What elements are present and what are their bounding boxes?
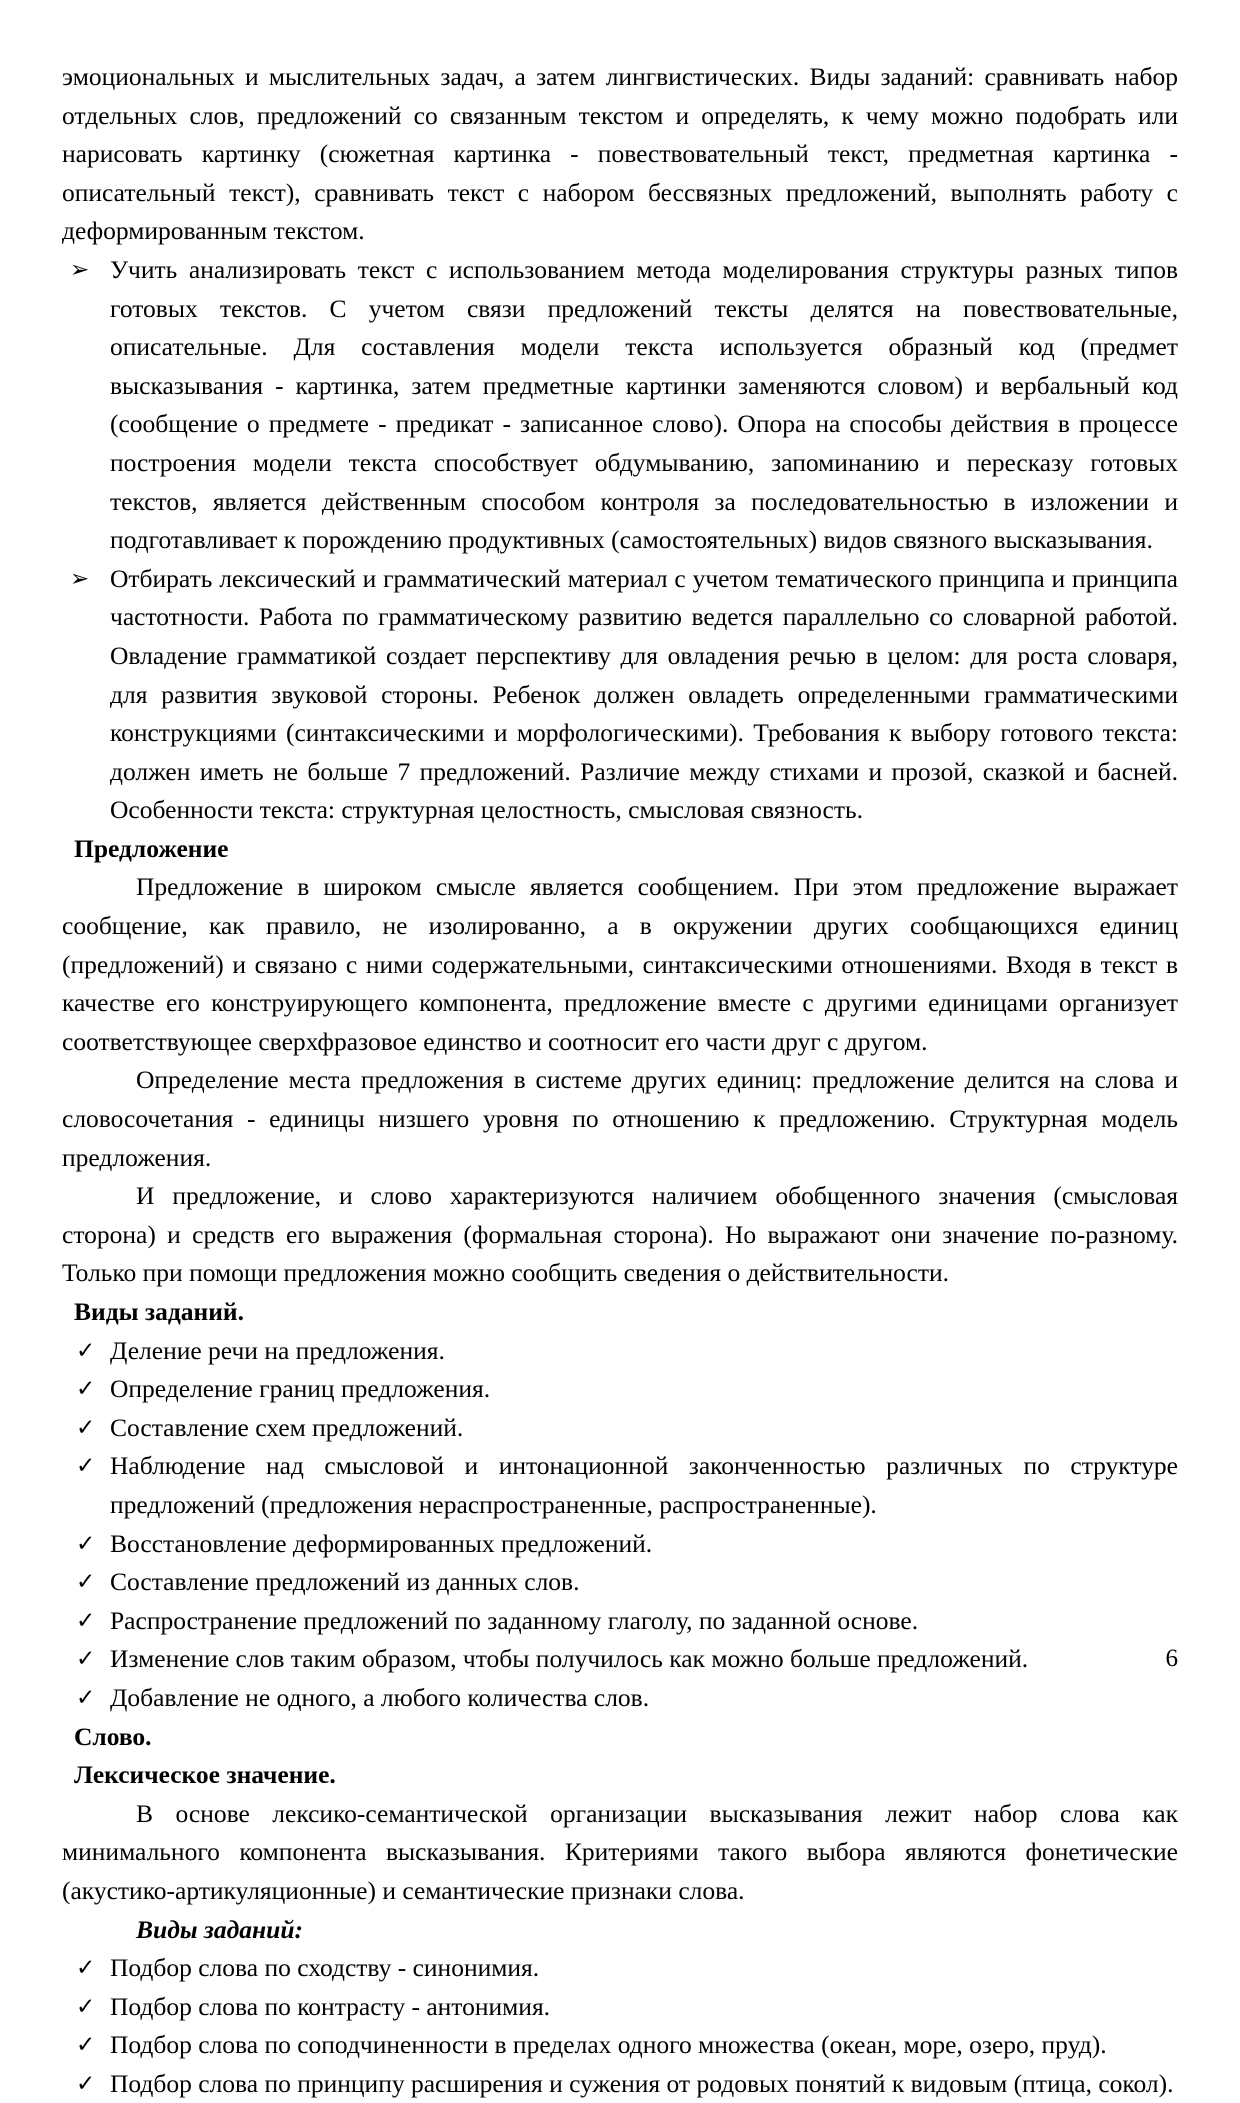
sentence-paragraph-3: И предложение, и слово характеризуются наличием обобщенного значения (смысловая сторона) и средств его выражения (формальная сторона). Но выражают они значение по-разному. Только при помощи предложения можно сообщить сведения о действительности. <box>62 1181 1178 1288</box>
list-item-text: Составление схем предложений. <box>110 1412 464 1442</box>
check-bullet-icon: ✓ <box>76 1376 96 1402</box>
list-item-text: Распространение предложений по заданному глаголу, по заданной основе. <box>110 1605 919 1635</box>
check-bullet-icon: ✓ <box>76 1414 96 1440</box>
section-heading-word: Слово. <box>74 1721 152 1751</box>
intro-paragraph: эмоциональных и мыслительных задач, а затем лингвистических. Виды заданий: сравнивать набор отдельных слов, предложений со связанным текстом и определять, к чему можно подобрать или нарисовать картинку (сюжетная картинка - повествовательный текст, предметная картинка - описательный текст), сравнивать текст с набором бессвязных предложений, выполнять работу с деформированным текстом. <box>62 62 1178 246</box>
section-heading-tasks-sentence: Виды заданий. <box>74 1297 244 1326</box>
check-bullet-icon: ✓ <box>76 1337 96 1363</box>
page-number: 6 <box>1165 1645 1178 1672</box>
check-bullet-icon: ✓ <box>76 1453 96 1479</box>
check-bullet-icon: ✓ <box>76 2070 96 2096</box>
list-item-text: Добавление не одного, а любого количества слов. <box>110 1682 650 1712</box>
list-item-text: Определение границ предложения. <box>110 1374 491 1404</box>
check-bullet-icon: ✓ <box>76 2032 96 2058</box>
list-item <box>62 1988 1178 2027</box>
list-item <box>62 2026 1178 2065</box>
section-heading-sentence: Предложение <box>74 833 229 863</box>
check-bullet-icon: ✓ <box>76 1646 96 1672</box>
subheading-tasks-word: Виды заданий: <box>136 1914 304 1944</box>
checkmark-list-word-tasks <box>62 1949 1178 2103</box>
check-bullet-icon: ✓ <box>76 1684 96 1710</box>
list-item-text: Подбор слова по контрасту - антонимия. <box>110 1991 551 2021</box>
list-item <box>62 1409 1178 1448</box>
check-bullet-icon: ✓ <box>76 1955 96 1981</box>
list-item <box>62 1525 1178 1564</box>
list-item <box>62 1640 1178 1679</box>
list-item <box>62 251 1178 560</box>
list-item-text: Составление предложений из данных слов. <box>110 1567 580 1597</box>
list-item-text: Подбор слова по соподчиненности в пределах одного множества (океан, море, озеро, пруд). <box>110 2030 1107 2060</box>
page-content <box>62 58 1178 2103</box>
check-bullet-icon: ✓ <box>76 1607 96 1633</box>
sentence-paragraph-2: Определение места предложения в системе других единиц: предложение делится на слова и словосочетания - единицы низшего уровня по отношению к предложению. Структурная модель предложения. <box>62 1065 1178 1172</box>
list-item-text: Наблюдение над смысловой и интонационной законченностью различных по структуре предложений (предложения нераспространенные, распространенные). <box>110 1451 1178 1519</box>
list-item <box>62 1447 1178 1524</box>
list-item-text: Изменение слов таким образом, чтобы получилось как можно больше предложений. <box>110 1644 1029 1674</box>
list-item-text: Подбор слова по сходству - синонимия. <box>110 1953 540 1983</box>
list-item-text: Учить анализировать текст с использованием метода моделирования структуры разных типов готовых текстов. С учетом связи предложений тексты делятся на повествовательные, описательные. Для составления модели текста используется образный код (предмет высказывания - картинка, затем предметные картинки заменяются словом) и вербальный код (сообщение о предмете - предикат - записанное слово). Опора на способы действия в процессе построения модели текста способствует обдумыванию, запоминанию и пересказу готовых текстов, является действенным способом контроля за последовательностью в изложении и подготавливает к порождению продуктивных (самостоятельных) видов связного высказывания. <box>110 254 1178 555</box>
list-item <box>62 1679 1178 1718</box>
sentence-paragraph-1: Предложение в широком смысле является сообщением. При этом предложение выражает сообщение, как правило, не изолированно, а в окружении других сообщающихся единиц (предложений) и связано с ними содержательными, синтаксическими отношениями. Входя в текст в качестве его конструирующего компонента, предложение вместе с другими единицами организует соответствующее сверхфразовое единство и соотносит его части друг с другом. <box>62 872 1178 1056</box>
checkmark-list-sentence-tasks <box>62 1332 1178 1718</box>
list-item-text: Подбор слова по принципу расширения и сужения от родовых понятий к видовым (птица, сокол). <box>110 2068 1174 2098</box>
list-item <box>62 1563 1178 1602</box>
check-bullet-icon: ✓ <box>76 1569 96 1595</box>
check-bullet-icon: ✓ <box>76 1993 96 2019</box>
arrow-bullet-icon: ➢ <box>70 256 90 282</box>
list-item-text: Восстановление деформированных предложений. <box>110 1528 653 1558</box>
check-bullet-icon: ✓ <box>76 1530 96 1556</box>
list-item <box>62 1949 1178 1988</box>
list-item-text: Отбирать лексический и грамматический материал с учетом тематического принципа и принципа частотности. Работа по грамматическому развитию ведется параллельно со словарной работой. Овладение грамматикой создает перспективу для овладения речью в целом: для роста словаря, для развития звуковой стороны. Ребенок должен овладеть определенными грамматическими конструкциями (синтаксическими и морфологическими). Требования к выбору готового текста: должен иметь не больше 7 предложений. Различие между стихами и прозой, сказкой и басней. Особенности текста: структурная целостность, смысловая связность. <box>110 563 1178 825</box>
arrow-bullet-list <box>62 251 1178 830</box>
list-item <box>62 1602 1178 1641</box>
arrow-bullet-icon: ➢ <box>70 565 90 591</box>
section-heading-lexical-meaning: Лексическое значение. <box>74 1760 336 1790</box>
list-item <box>62 2065 1178 2103</box>
list-item-text: Деление речи на предложения. <box>110 1335 445 1365</box>
list-item <box>62 560 1178 830</box>
list-item <box>62 1370 1178 1409</box>
lexical-paragraph: В основе лексико-семантической организации высказывания лежит набор слова как минимального компонента высказывания. Критериями такого выбора являются фонетические (акустико-артикуляционные) и семантические признаки слова. <box>62 1798 1178 1905</box>
list-item <box>62 1332 1178 1371</box>
